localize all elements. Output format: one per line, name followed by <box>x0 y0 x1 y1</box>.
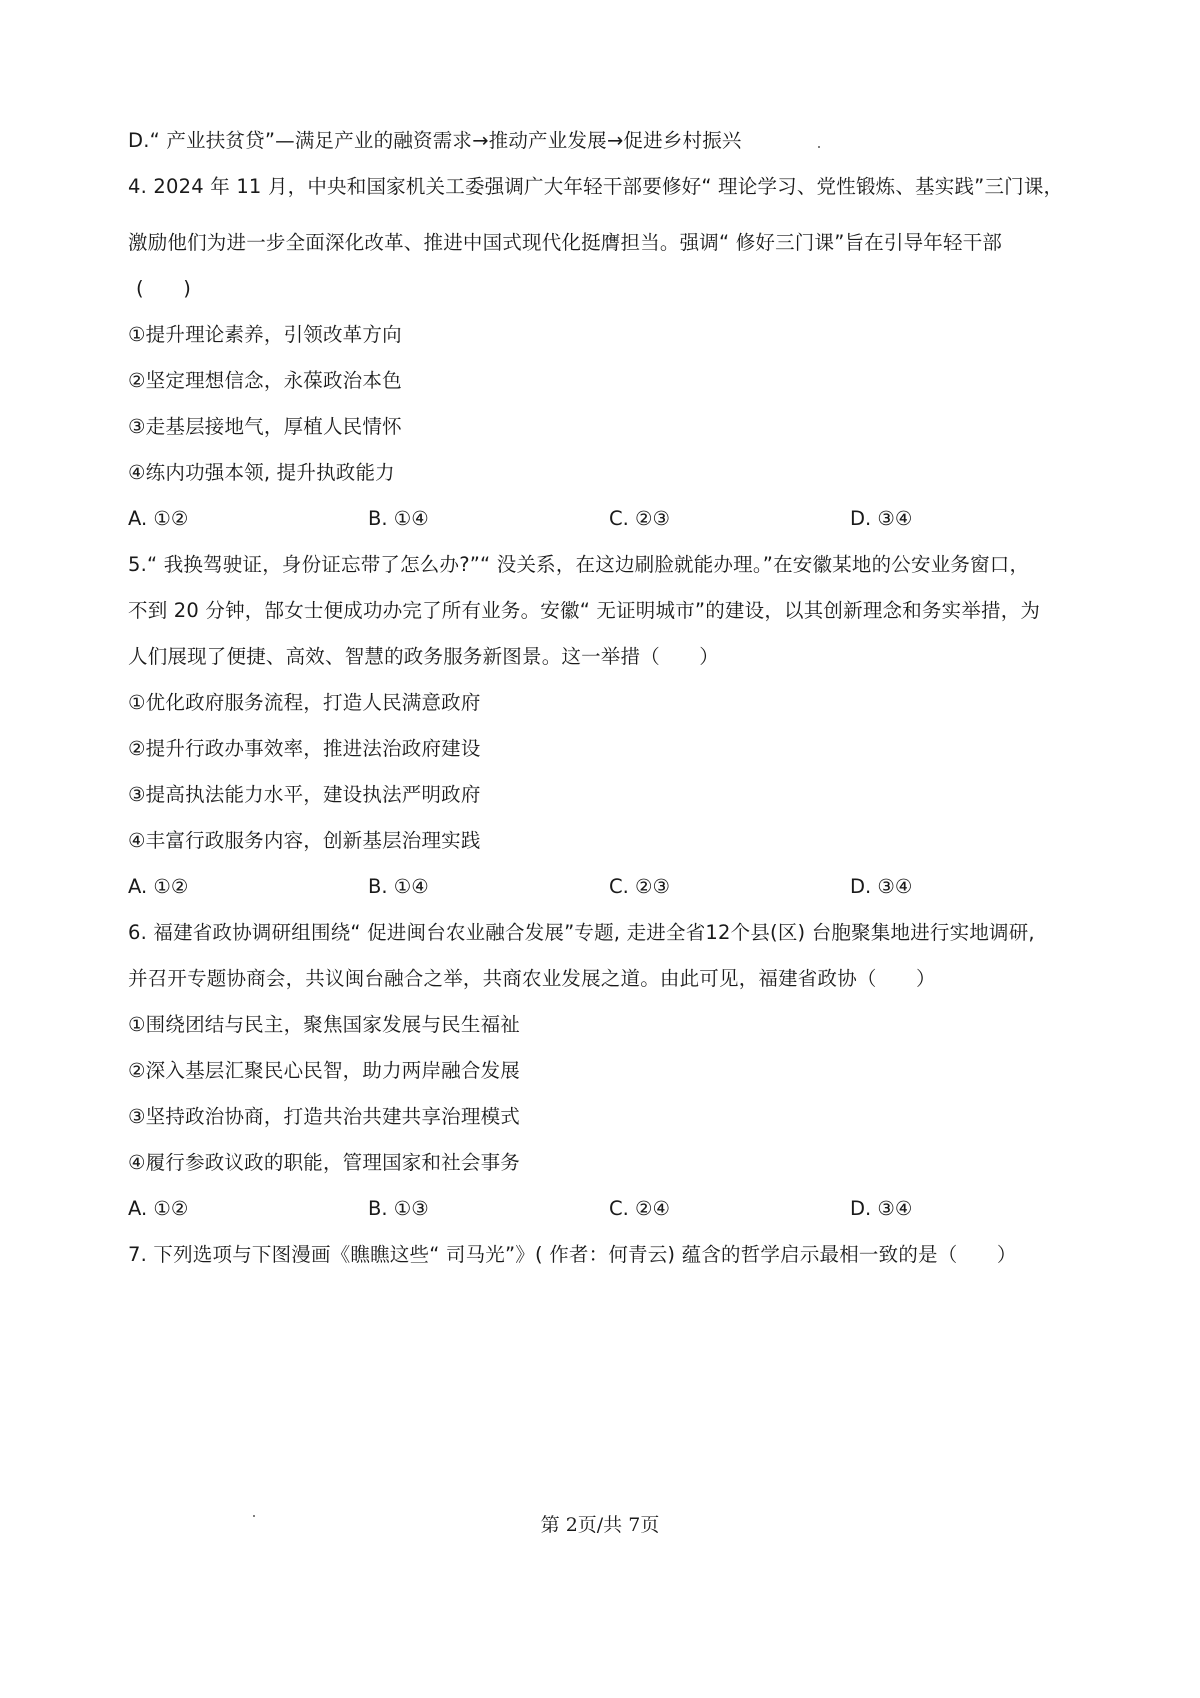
q6-option-a[interactable]: A. ①② <box>128 1197 189 1220</box>
q6-statement-1: ①围绕团结与民主，聚焦国家发展与民生福祉 <box>128 1013 520 1036</box>
q5-stem-line3: 人们展现了便捷、高效、智慧的政务服务新图景。这一举措（ ） <box>128 645 720 668</box>
q6-statement-4: ④履行参政议政的职能，管理国家和社会事务 <box>128 1151 520 1174</box>
q6-option-b[interactable]: B. ①③ <box>368 1197 429 1220</box>
q3-option-d: D.“ 产业扶贫贷”—满足产业的融资需求→推动产业发展→促进乡村振兴 <box>128 129 742 152</box>
q5-option-c[interactable]: C. ②③ <box>609 875 670 898</box>
q6-stem-line2: 并召开专题协商会，共议闽台融合之举，共商农业发展之道。由此可见，福建省政协（ ） <box>128 967 936 990</box>
q4-option-b[interactable]: B. ①④ <box>368 507 429 530</box>
q7-stem-line1: 7. 下列选项与下图漫画《瞧瞧这些“ 司马光”》( 作者：何青云) 蕴含的哲学启示最相一致的是（ ） <box>128 1243 1017 1266</box>
q4-statement-4: ④练内功强本领, 提升执政能力 <box>128 461 395 484</box>
q5-statement-4: ④丰富行政服务内容，创新基层治理实践 <box>128 829 481 852</box>
q4-statement-3: ③走基层接地气，厚植人民情怀 <box>128 415 402 438</box>
q4-option-a[interactable]: A. ①② <box>128 507 189 530</box>
speck-mark <box>818 146 820 148</box>
q6-stem-line1: 6. 福建省政协调研组围绕“ 促进闽台农业融合发展”专题, 走进全省12个县(区) 台胞聚集地进行实地调研, <box>128 921 1035 944</box>
q5-option-d[interactable]: D. ③④ <box>850 875 913 898</box>
q4-stem-line2: 激励他们为进一步全面深化改革、推进中国式现代化挺膺担当。强调“ 修好三门课”旨在引导年轻干部 <box>128 231 1003 254</box>
q6-statement-2: ②深入基层汇聚民心民智，助力两岸融合发展 <box>128 1059 520 1082</box>
q6-options <box>128 1196 1088 1222</box>
q5-stem-line2: 不到 20 分钟，郜女士便成功办完了所有业务。安徽“ 无证明城市”的建设，以其创新理念和务实举措，为 <box>128 599 1041 622</box>
q4-statement-2: ②坚定理想信念，永葆政治本色 <box>128 369 402 392</box>
q4-option-d[interactable]: D. ③④ <box>850 507 913 530</box>
q5-statement-2: ②提升行政办事效率，推进法治政府建设 <box>128 737 481 760</box>
q5-options <box>128 874 1088 900</box>
q5-option-a[interactable]: A. ①② <box>128 875 189 898</box>
q4-option-c[interactable]: C. ②③ <box>609 507 670 530</box>
q5-statement-1: ①优化政府服务流程，打造人民满意政府 <box>128 691 481 714</box>
q4-statement-1: ①提升理论素养，引领改革方向 <box>128 323 402 346</box>
q5-stem-line1: 5.“ 我换驾驶证，身份证忘带了怎么办?”“ 没关系，在这边刷脸就能办理。”在安徽某地的公安业务窗口， <box>128 553 1030 576</box>
page-number-footer: 第 2页/共 7页 <box>540 1514 660 1536</box>
q5-option-b[interactable]: B. ①④ <box>368 875 429 898</box>
q6-option-d[interactable]: D. ③④ <box>850 1197 913 1220</box>
q6-statement-3: ③坚持政治协商，打造共治共建共享治理模式 <box>128 1105 520 1128</box>
q4-stem-line1: 4. 2024 年 11 月，中央和国家机关工委强调广大年轻干部要修好“ 理论学习、党性锻炼、基实践”三门课， <box>128 175 1064 198</box>
q4-options <box>128 506 1088 532</box>
q4-answer-blank: ( ) <box>136 277 192 300</box>
q6-option-c[interactable]: C. ②④ <box>609 1197 670 1220</box>
q5-statement-3: ③提高执法能力水平，建设执法严明政府 <box>128 783 481 806</box>
